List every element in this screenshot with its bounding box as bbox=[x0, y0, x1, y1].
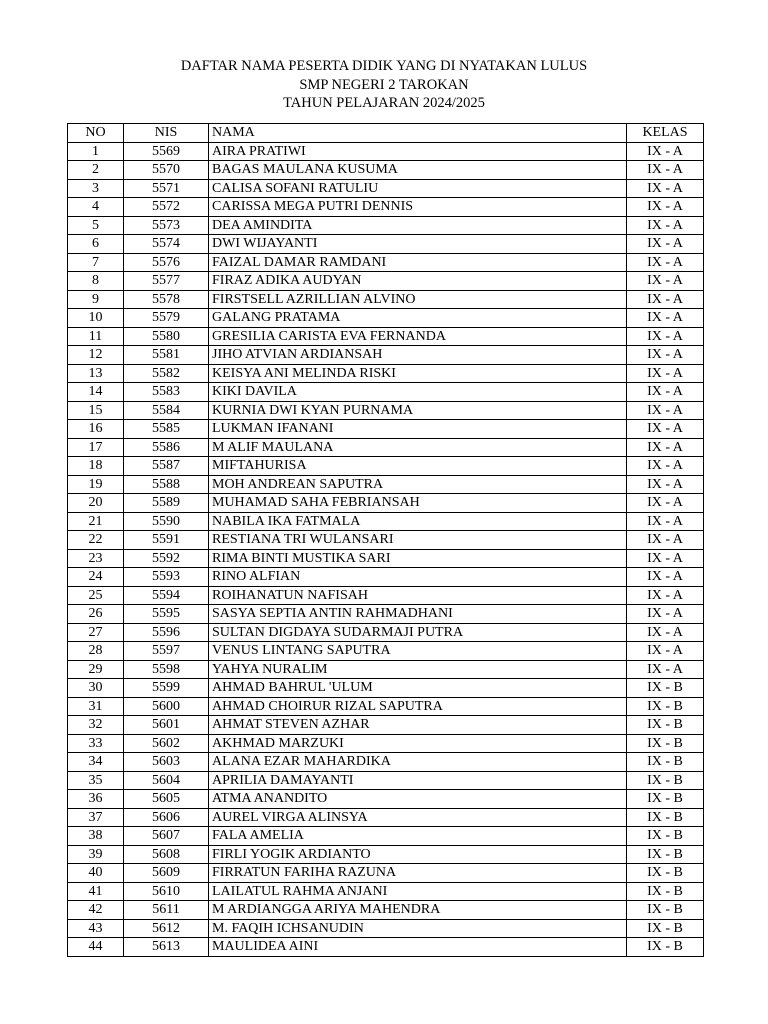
student-name: MAULIDEA AINI bbox=[209, 938, 627, 957]
table-row bbox=[68, 568, 704, 587]
student-class: IX - A bbox=[627, 253, 704, 272]
student-name: FIRLI YOGIK ARDIANTO bbox=[209, 845, 627, 864]
table-row bbox=[68, 919, 704, 938]
student-nis: 5613 bbox=[124, 938, 209, 957]
table-row bbox=[68, 827, 704, 846]
student-name: KURNIA DWI KYAN PURNAMA bbox=[209, 401, 627, 420]
student-name: BAGAS MAULANA KUSUMA bbox=[209, 161, 627, 180]
student-nis: 5599 bbox=[124, 679, 209, 698]
student-nis: 5578 bbox=[124, 290, 209, 309]
student-name: DEA AMINDITA bbox=[209, 216, 627, 235]
student-class: IX - B bbox=[627, 864, 704, 883]
student-name: FIRRATUN FARIHA RAZUNA bbox=[209, 864, 627, 883]
row-number: 21 bbox=[68, 512, 124, 531]
document-title: DAFTAR NAMA PESERTA DIDIK YANG DI NYATAKAN LULUS bbox=[180, 58, 588, 74]
student-name: MOH ANDREAN SAPUTRA bbox=[209, 475, 627, 494]
student-nis: 5610 bbox=[124, 882, 209, 901]
student-class: IX - A bbox=[627, 642, 704, 661]
student-class: IX - A bbox=[627, 327, 704, 346]
row-number: 12 bbox=[68, 346, 124, 365]
student-class: IX - B bbox=[627, 679, 704, 698]
student-name: AKHMAD MARZUKI bbox=[209, 734, 627, 753]
row-number: 43 bbox=[68, 919, 124, 938]
table-row bbox=[68, 938, 704, 957]
student-nis: 5584 bbox=[124, 401, 209, 420]
row-number: 4 bbox=[68, 198, 124, 217]
student-name: GALANG PRATAMA bbox=[209, 309, 627, 328]
row-number: 24 bbox=[68, 568, 124, 587]
student-name: YAHYA NURALIM bbox=[209, 660, 627, 679]
student-name: RINO ALFIAN bbox=[209, 568, 627, 587]
student-nis: 5583 bbox=[124, 383, 209, 402]
table-body bbox=[68, 142, 704, 956]
student-class: IX - A bbox=[627, 383, 704, 402]
table-row bbox=[68, 142, 704, 161]
student-nis: 5603 bbox=[124, 753, 209, 772]
table-row bbox=[68, 290, 704, 309]
row-number: 39 bbox=[68, 845, 124, 864]
student-nis: 5596 bbox=[124, 623, 209, 642]
table-row bbox=[68, 790, 704, 809]
table-row bbox=[68, 586, 704, 605]
column-header-kelas: KELAS bbox=[627, 124, 704, 143]
student-class: IX - A bbox=[627, 235, 704, 254]
row-number: 10 bbox=[68, 309, 124, 328]
row-number: 20 bbox=[68, 494, 124, 513]
student-class: IX - B bbox=[627, 808, 704, 827]
row-number: 35 bbox=[68, 771, 124, 790]
student-class: IX - A bbox=[627, 586, 704, 605]
student-nis: 5607 bbox=[124, 827, 209, 846]
student-name: AHMAD CHOIRUR RIZAL SAPUTRA bbox=[209, 697, 627, 716]
student-class: IX - A bbox=[627, 568, 704, 587]
table-row bbox=[68, 882, 704, 901]
student-nis: 5577 bbox=[124, 272, 209, 291]
student-nis: 5609 bbox=[124, 864, 209, 883]
row-number: 7 bbox=[68, 253, 124, 272]
column-header-nama: NAMA bbox=[209, 124, 627, 143]
student-nis: 5605 bbox=[124, 790, 209, 809]
student-name: CARISSA MEGA PUTRI DENNIS bbox=[209, 198, 627, 217]
row-number: 9 bbox=[68, 290, 124, 309]
table-row bbox=[68, 179, 704, 198]
table-row bbox=[68, 679, 704, 698]
student-class: IX - A bbox=[627, 364, 704, 383]
row-number: 29 bbox=[68, 660, 124, 679]
student-class: IX - B bbox=[627, 716, 704, 735]
row-number: 8 bbox=[68, 272, 124, 291]
table-row bbox=[68, 364, 704, 383]
table-row bbox=[68, 216, 704, 235]
student-nis: 5589 bbox=[124, 494, 209, 513]
student-class: IX - A bbox=[627, 457, 704, 476]
row-number: 33 bbox=[68, 734, 124, 753]
table-row bbox=[68, 494, 704, 513]
student-name: FAIZAL DAMAR RAMDANI bbox=[209, 253, 627, 272]
table-row bbox=[68, 734, 704, 753]
student-name: CALISA SOFANI RATULIU bbox=[209, 179, 627, 198]
student-nis: 5579 bbox=[124, 309, 209, 328]
table-row bbox=[68, 401, 704, 420]
row-number: 30 bbox=[68, 679, 124, 698]
student-class: IX - B bbox=[627, 827, 704, 846]
student-name: M ALIF MAULANA bbox=[209, 438, 627, 457]
student-name: MIFTAHURISA bbox=[209, 457, 627, 476]
table-row bbox=[68, 808, 704, 827]
student-nis: 5606 bbox=[124, 808, 209, 827]
student-class: IX - A bbox=[627, 549, 704, 568]
student-class: IX - B bbox=[627, 790, 704, 809]
table-row bbox=[68, 253, 704, 272]
student-class: IX - A bbox=[627, 401, 704, 420]
student-nis: 5582 bbox=[124, 364, 209, 383]
column-header-nis: NIS bbox=[124, 124, 209, 143]
student-class: IX - A bbox=[627, 216, 704, 235]
student-class: IX - A bbox=[627, 605, 704, 624]
row-number: 15 bbox=[68, 401, 124, 420]
student-name: ALANA EZAR MAHARDIKA bbox=[209, 753, 627, 772]
student-class: IX - B bbox=[627, 901, 704, 920]
student-nis: 5591 bbox=[124, 531, 209, 550]
row-number: 16 bbox=[68, 420, 124, 439]
student-name: ROIHANATUN NAFISAH bbox=[209, 586, 627, 605]
row-number: 36 bbox=[68, 790, 124, 809]
student-class: IX - A bbox=[627, 161, 704, 180]
student-nis: 5612 bbox=[124, 919, 209, 938]
student-nis: 5574 bbox=[124, 235, 209, 254]
row-number: 22 bbox=[68, 531, 124, 550]
row-number: 26 bbox=[68, 605, 124, 624]
table-row bbox=[68, 346, 704, 365]
student-name: M ARDIANGGA ARIYA MAHENDRA bbox=[209, 901, 627, 920]
row-number: 25 bbox=[68, 586, 124, 605]
student-name: SULTAN DIGDAYA SUDARMAJI PUTRA bbox=[209, 623, 627, 642]
student-name: FIRSTSELL AZRILLIAN ALVINO bbox=[209, 290, 627, 309]
student-nis: 5585 bbox=[124, 420, 209, 439]
row-number: 41 bbox=[68, 882, 124, 901]
table-row bbox=[68, 198, 704, 217]
student-class: IX - A bbox=[627, 179, 704, 198]
row-number: 19 bbox=[68, 475, 124, 494]
table-row bbox=[68, 475, 704, 494]
row-number: 13 bbox=[68, 364, 124, 383]
row-number: 38 bbox=[68, 827, 124, 846]
row-number: 44 bbox=[68, 938, 124, 957]
student-name: AHMAD BAHRUL 'ULUM bbox=[209, 679, 627, 698]
table-header-row bbox=[68, 124, 704, 143]
student-nis: 5569 bbox=[124, 142, 209, 161]
table-row bbox=[68, 753, 704, 772]
student-nis: 5592 bbox=[124, 549, 209, 568]
student-name: NABILA IKA FATMALA bbox=[209, 512, 627, 531]
student-name: AHMAT STEVEN AZHAR bbox=[209, 716, 627, 735]
student-nis: 5611 bbox=[124, 901, 209, 920]
student-nis: 5572 bbox=[124, 198, 209, 217]
row-number: 34 bbox=[68, 753, 124, 772]
student-class: IX - B bbox=[627, 734, 704, 753]
student-nis: 5587 bbox=[124, 457, 209, 476]
student-class: IX - A bbox=[627, 290, 704, 309]
row-number: 23 bbox=[68, 549, 124, 568]
student-nis: 5604 bbox=[124, 771, 209, 790]
student-name: JIHO ATVIAN ARDIANSAH bbox=[209, 346, 627, 365]
student-nis: 5602 bbox=[124, 734, 209, 753]
table-row bbox=[68, 549, 704, 568]
row-number: 3 bbox=[68, 179, 124, 198]
academic-year: TAHUN PELAJARAN 2024/2025 bbox=[283, 95, 485, 111]
student-class: IX - B bbox=[627, 753, 704, 772]
table-row bbox=[68, 161, 704, 180]
student-name: APRILIA DAMAYANTI bbox=[209, 771, 627, 790]
table-row bbox=[68, 716, 704, 735]
row-number: 27 bbox=[68, 623, 124, 642]
student-nis: 5597 bbox=[124, 642, 209, 661]
student-class: IX - A bbox=[627, 420, 704, 439]
graduates-table bbox=[67, 123, 704, 957]
student-name: FALA AMELIA bbox=[209, 827, 627, 846]
row-number: 14 bbox=[68, 383, 124, 402]
student-class: IX - A bbox=[627, 494, 704, 513]
table-row bbox=[68, 235, 704, 254]
student-class: IX - A bbox=[627, 531, 704, 550]
student-name: MUHAMAD SAHA FEBRIANSAH bbox=[209, 494, 627, 513]
student-nis: 5576 bbox=[124, 253, 209, 272]
table-row bbox=[68, 623, 704, 642]
student-class: IX - B bbox=[627, 845, 704, 864]
student-name: KEISYA ANI MELINDA RISKI bbox=[209, 364, 627, 383]
student-name: ATMA ANANDITO bbox=[209, 790, 627, 809]
student-class: IX - A bbox=[627, 438, 704, 457]
student-name: SASYA SEPTIA ANTIN RAHMADHANI bbox=[209, 605, 627, 624]
student-nis: 5594 bbox=[124, 586, 209, 605]
student-class: IX - B bbox=[627, 697, 704, 716]
student-class: IX - B bbox=[627, 938, 704, 957]
table-row bbox=[68, 272, 704, 291]
row-number: 18 bbox=[68, 457, 124, 476]
table-row bbox=[68, 771, 704, 790]
table-row bbox=[68, 660, 704, 679]
row-number: 32 bbox=[68, 716, 124, 735]
table-row bbox=[68, 605, 704, 624]
student-name: AUREL VIRGA ALINSYA bbox=[209, 808, 627, 827]
student-name: LAILATUL RAHMA ANJANI bbox=[209, 882, 627, 901]
student-class: IX - B bbox=[627, 919, 704, 938]
student-class: IX - B bbox=[627, 771, 704, 790]
student-nis: 5595 bbox=[124, 605, 209, 624]
student-class: IX - A bbox=[627, 309, 704, 328]
table-row bbox=[68, 420, 704, 439]
student-name: GRESILIA CARISTA EVA FERNANDA bbox=[209, 327, 627, 346]
student-name: RESTIANA TRI WULANSARI bbox=[209, 531, 627, 550]
student-name: KIKI DAVILA bbox=[209, 383, 627, 402]
row-number: 31 bbox=[68, 697, 124, 716]
student-name: DWI WIJAYANTI bbox=[209, 235, 627, 254]
table-row bbox=[68, 438, 704, 457]
student-nis: 5590 bbox=[124, 512, 209, 531]
table-row bbox=[68, 531, 704, 550]
row-number: 6 bbox=[68, 235, 124, 254]
student-nis: 5600 bbox=[124, 697, 209, 716]
row-number: 1 bbox=[68, 142, 124, 161]
table-row bbox=[68, 864, 704, 883]
table-row bbox=[68, 309, 704, 328]
student-name: AIRA PRATIWI bbox=[209, 142, 627, 161]
student-name: LUKMAN IFANANI bbox=[209, 420, 627, 439]
row-number: 11 bbox=[68, 327, 124, 346]
student-nis: 5573 bbox=[124, 216, 209, 235]
student-nis: 5570 bbox=[124, 161, 209, 180]
student-nis: 5608 bbox=[124, 845, 209, 864]
student-nis: 5581 bbox=[124, 346, 209, 365]
student-class: IX - A bbox=[627, 623, 704, 642]
student-nis: 5586 bbox=[124, 438, 209, 457]
row-number: 28 bbox=[68, 642, 124, 661]
table-row bbox=[68, 383, 704, 402]
student-class: IX - A bbox=[627, 272, 704, 291]
row-number: 5 bbox=[68, 216, 124, 235]
student-nis: 5580 bbox=[124, 327, 209, 346]
row-number: 37 bbox=[68, 808, 124, 827]
table-row bbox=[68, 457, 704, 476]
row-number: 2 bbox=[68, 161, 124, 180]
student-class: IX - A bbox=[627, 198, 704, 217]
school-name: SMP NEGERI 2 TAROKAN bbox=[299, 76, 469, 93]
student-name: M. FAQIH ICHSANUDIN bbox=[209, 919, 627, 938]
student-class: IX - B bbox=[627, 882, 704, 901]
student-class: IX - A bbox=[627, 660, 704, 679]
student-class: IX - A bbox=[627, 475, 704, 494]
table-row bbox=[68, 845, 704, 864]
row-number: 42 bbox=[68, 901, 124, 920]
student-nis: 5571 bbox=[124, 179, 209, 198]
table-row bbox=[68, 512, 704, 531]
student-nis: 5598 bbox=[124, 660, 209, 679]
column-header-no: NO bbox=[68, 124, 124, 143]
row-number: 40 bbox=[68, 864, 124, 883]
student-class: IX - A bbox=[627, 512, 704, 531]
row-number: 17 bbox=[68, 438, 124, 457]
student-name: RIMA BINTI MUSTIKA SARI bbox=[209, 549, 627, 568]
student-name: VENUS LINTANG SAPUTRA bbox=[209, 642, 627, 661]
student-nis: 5593 bbox=[124, 568, 209, 587]
table-row bbox=[68, 697, 704, 716]
student-class: IX - A bbox=[627, 142, 704, 161]
student-nis: 5588 bbox=[124, 475, 209, 494]
student-nis: 5601 bbox=[124, 716, 209, 735]
student-name: FIRAZ ADIKA AUDYAN bbox=[209, 272, 627, 291]
table-row bbox=[68, 642, 704, 661]
table-row bbox=[68, 327, 704, 346]
table-row bbox=[68, 901, 704, 920]
student-class: IX - A bbox=[627, 346, 704, 365]
